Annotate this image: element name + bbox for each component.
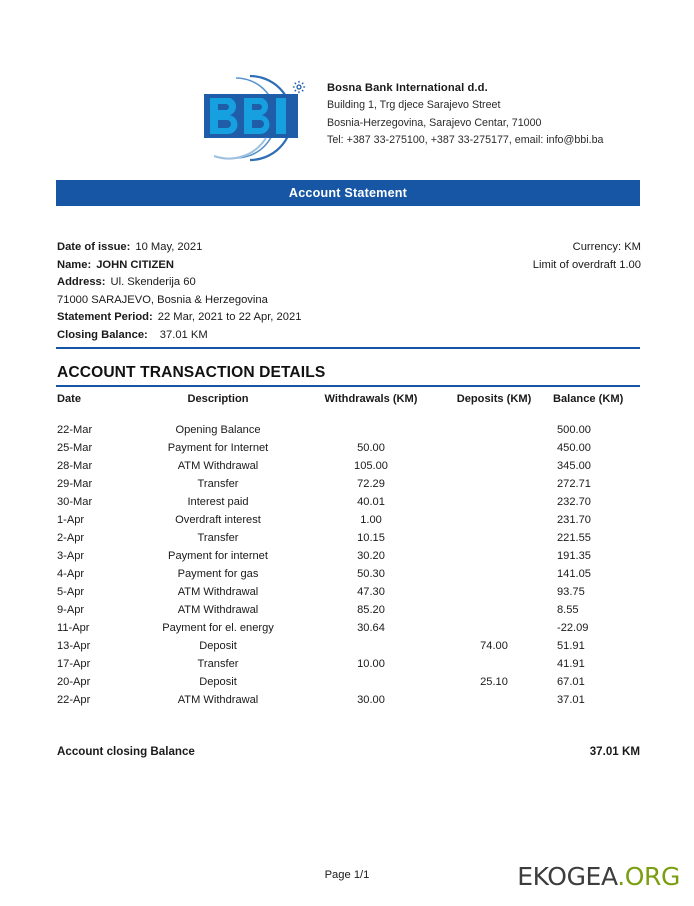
closing-balance-value: 37.01 KM	[159, 328, 208, 341]
table-row	[56, 457, 641, 475]
statement-period-value: 22 Mar, 2021 to 22 Apr, 2021	[157, 311, 302, 324]
cell-description: Transfer	[197, 478, 239, 490]
cell-deposit	[435, 421, 553, 439]
table-spacer-row	[56, 409, 641, 421]
cell-description: Interest paid	[187, 496, 249, 508]
cell-withdrawal: 85.20	[357, 604, 385, 616]
cell-date: 29-Mar	[57, 478, 93, 490]
cell-withdrawal: 50.00	[357, 442, 385, 454]
cell-deposit	[435, 529, 553, 547]
cell-date: 2-Apr	[57, 532, 85, 544]
bank-logo	[192, 68, 312, 168]
cell-deposit: 25.10	[480, 676, 508, 688]
table-row	[56, 655, 641, 673]
cell-description: ATM Withdrawal	[177, 604, 259, 616]
cell-date: 3-Apr	[57, 550, 85, 562]
date-of-issue-row	[57, 239, 641, 257]
cell-description: Opening Balance	[175, 424, 261, 436]
cell-deposit	[435, 547, 553, 565]
bank-info-block	[327, 80, 657, 150]
cell-date: 1-Apr	[57, 514, 85, 526]
cell-deposit: 74.00	[480, 640, 508, 652]
cell-balance: 345.00	[557, 460, 591, 472]
header-description: Description	[187, 393, 249, 405]
address-row	[57, 274, 641, 292]
cell-withdrawal: 10.15	[357, 532, 385, 544]
address-label: Address:	[57, 276, 106, 289]
divider-below-section	[56, 385, 640, 387]
cell-description: Transfer	[197, 658, 239, 670]
table-row	[56, 439, 641, 457]
cell-date: 5-Apr	[57, 586, 85, 598]
table-row	[56, 691, 641, 709]
cell-deposit	[435, 691, 553, 709]
cell-description: ATM Withdrawal	[177, 586, 259, 598]
cell-date: 22-Apr	[57, 694, 91, 706]
cell-withdrawal	[307, 421, 435, 439]
cell-deposit	[435, 565, 553, 583]
date-of-issue-label: Date of issue:	[57, 241, 131, 253]
table-row	[56, 493, 641, 511]
cell-description: Deposit	[199, 676, 237, 688]
cell-balance: 231.70	[557, 514, 591, 526]
closing-balance-footer-value: 37.01 KM	[589, 745, 640, 758]
closing-balance-label: Closing Balance:	[57, 328, 148, 341]
cell-withdrawal: 30.20	[357, 550, 385, 562]
table-row	[56, 637, 641, 655]
cell-description: Payment for gas	[177, 568, 259, 580]
table-row	[56, 565, 641, 583]
cell-date: 13-Apr	[57, 640, 91, 652]
bank-name: Bosna Bank International d.d.	[327, 82, 488, 94]
cell-withdrawal: 105.00	[354, 460, 388, 472]
cell-withdrawal: 50.30	[357, 568, 385, 580]
cell-deposit	[435, 655, 553, 673]
bank-contact-line: Tel: +387 33-275100, +387 33-275177, email: info@bbi.ba	[327, 134, 604, 146]
table-row	[56, 511, 641, 529]
bank-address-line-2: Bosnia-Herzegovina, Sarajevo Centar, 71000	[327, 116, 542, 129]
closing-balance-row	[57, 327, 641, 345]
header-deposits: Deposits (KM)	[456, 393, 532, 405]
watermark-tld: .ORG	[617, 862, 680, 891]
cell-balance: 93.75	[557, 586, 585, 598]
gear-icon	[292, 80, 306, 94]
name-label: Name:	[57, 258, 92, 271]
table-row	[56, 619, 641, 637]
cell-balance: 191.35	[557, 550, 591, 562]
cell-balance: 272.71	[557, 478, 591, 490]
transactions-table-body	[56, 409, 641, 709]
cell-withdrawal: 72.29	[357, 478, 385, 490]
table-row	[56, 583, 641, 601]
address-row-2	[57, 292, 641, 310]
cell-date: 11-Apr	[57, 622, 90, 634]
page-number: Page 1/1	[324, 869, 370, 881]
address-line-2: 71000 SARAJEVO, Bosnia & Herzegovina	[57, 293, 268, 306]
name-row	[57, 257, 641, 275]
letterhead	[0, 66, 694, 170]
cell-balance: 8.55	[557, 604, 579, 616]
cell-description: Payment for el. energy	[162, 622, 274, 634]
cell-deposit	[435, 601, 553, 619]
cell-date: 17-Apr	[57, 658, 91, 670]
cell-balance: -22.09	[557, 622, 589, 634]
table-row	[56, 529, 641, 547]
transactions-table	[56, 389, 641, 709]
header-date: Date	[57, 393, 82, 405]
cell-deposit	[435, 457, 553, 475]
cell-date: 28-Mar	[57, 460, 93, 472]
name-value: JOHN CITIZEN	[96, 258, 174, 271]
table-row	[56, 673, 641, 691]
header-balance: Balance (KM)	[553, 393, 624, 405]
cell-balance: 500.00	[557, 424, 591, 436]
cell-withdrawal: 30.64	[357, 622, 385, 634]
cell-withdrawal	[307, 637, 435, 655]
statement-period-row	[57, 309, 641, 327]
cell-balance: 232.70	[557, 496, 591, 508]
statement-period-label: Statement Period:	[57, 311, 153, 324]
cell-deposit	[435, 511, 553, 529]
cell-deposit	[435, 583, 553, 601]
divider-above-section	[56, 347, 640, 349]
cell-description: ATM Withdrawal	[177, 460, 259, 472]
cell-deposit	[435, 493, 553, 511]
cell-withdrawal	[307, 673, 435, 691]
cell-balance: 37.01	[557, 694, 585, 706]
cell-description: Overdraft interest	[175, 514, 261, 526]
account-closing-balance	[57, 745, 640, 758]
account-meta-block	[57, 239, 641, 344]
cell-description: Transfer	[197, 532, 239, 544]
cell-date: 9-Apr	[57, 604, 85, 616]
cell-withdrawal: 47.30	[357, 586, 385, 598]
bank-address-line-1: Building 1, Trg djece Sarajevo Street	[327, 99, 501, 111]
cell-balance: 141.05	[557, 568, 591, 580]
table-row	[56, 475, 641, 493]
date-of-issue-value: 10 May, 2021	[135, 241, 203, 253]
cell-balance: 67.01	[557, 676, 585, 688]
cell-description: Payment for internet	[168, 550, 268, 562]
cell-deposit	[435, 439, 553, 457]
cell-date: 25-Mar	[57, 442, 93, 454]
cell-description: Payment for Internet	[167, 442, 269, 454]
cell-balance: 221.55	[557, 532, 591, 544]
cell-date: 22-Mar	[57, 424, 93, 436]
ekogea-watermark	[517, 862, 680, 891]
cell-withdrawal: 40.01	[357, 496, 385, 508]
cell-balance: 41.91	[557, 658, 585, 670]
currency-line: Currency: KM	[572, 241, 641, 253]
cell-withdrawal: 1.00	[360, 514, 382, 526]
table-row	[56, 547, 641, 565]
address-value: Ul. Skenderija 60	[110, 276, 196, 289]
table-row	[56, 421, 641, 439]
cell-deposit	[435, 475, 553, 493]
cell-date: 30-Mar	[57, 496, 93, 508]
account-statement-banner: Account Statement	[56, 180, 640, 206]
watermark-name: EKOGEA	[517, 862, 618, 891]
table-row	[56, 601, 641, 619]
cell-description: ATM Withdrawal	[177, 694, 259, 706]
section-title: ACCOUNT TRANSACTION DETAILS	[57, 364, 326, 381]
header-withdrawals: Withdrawals (KM)	[324, 393, 418, 405]
table-header-row	[56, 389, 641, 409]
cell-withdrawal: 30.00	[357, 694, 385, 706]
closing-balance-footer-label: Account closing Balance	[57, 745, 195, 758]
cell-balance: 450.00	[557, 442, 591, 454]
cell-deposit	[435, 619, 553, 637]
cell-description: Deposit	[199, 640, 237, 652]
cell-date: 4-Apr	[57, 568, 85, 580]
cell-withdrawal: 10.00	[357, 658, 385, 670]
overdraft-line: Limit of overdraft 1.00	[532, 258, 641, 271]
cell-date: 20-Apr	[57, 676, 91, 688]
cell-balance: 51.91	[557, 640, 585, 652]
